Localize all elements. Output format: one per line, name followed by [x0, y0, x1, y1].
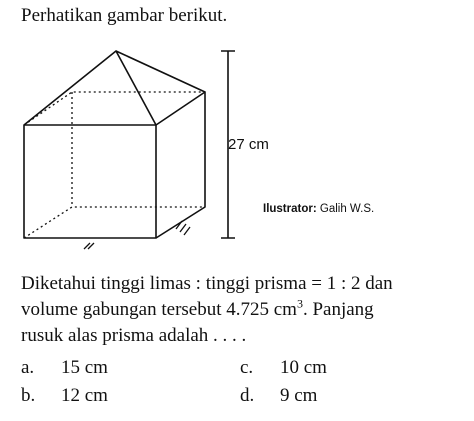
- question-line-2: [21, 297, 461, 323]
- option-letter: d.: [240, 385, 255, 406]
- credit-label: Ilustrator:: [263, 203, 317, 215]
- option-value: 12 cm: [61, 385, 108, 406]
- option-value: 10 cm: [280, 357, 327, 378]
- option-value: 9 cm: [280, 385, 318, 406]
- option-letter: b.: [21, 385, 36, 406]
- intro-text: Perhatikan gambar berikut.: [21, 5, 228, 26]
- hidden-top-edges: [24, 92, 205, 125]
- option-d[interactable]: [240, 385, 317, 407]
- question-line-1: Diketahui tinggi limas : tinggi prisma = 1 : 2 dan: [21, 273, 393, 294]
- illustrator-credit: [263, 203, 374, 215]
- pyramid-roof: [24, 51, 205, 125]
- question-volume-exponent: 3: [296, 296, 303, 311]
- option-letter: c.: [240, 357, 254, 378]
- question-line-2-end: . Panjang: [302, 299, 374, 320]
- tick-mark-front: [84, 243, 94, 249]
- option-value: 15 cm: [61, 357, 108, 378]
- option-a[interactable]: [21, 357, 108, 379]
- option-b[interactable]: [21, 385, 108, 407]
- hidden-base-edges: [24, 207, 205, 238]
- credit-name: Galih W.S.: [319, 203, 375, 215]
- prism-right-face: [156, 92, 205, 238]
- question-volume-text: volume gabungan tersebut 4.725 cm: [21, 299, 297, 320]
- question-text: [21, 271, 461, 349]
- prism-front-face: [24, 125, 156, 238]
- height-label: 27 cm: [228, 136, 269, 153]
- option-c[interactable]: [240, 357, 327, 379]
- option-letter: a.: [21, 357, 35, 378]
- question-line-3: rusuk alas prisma adalah . . . .: [21, 325, 247, 346]
